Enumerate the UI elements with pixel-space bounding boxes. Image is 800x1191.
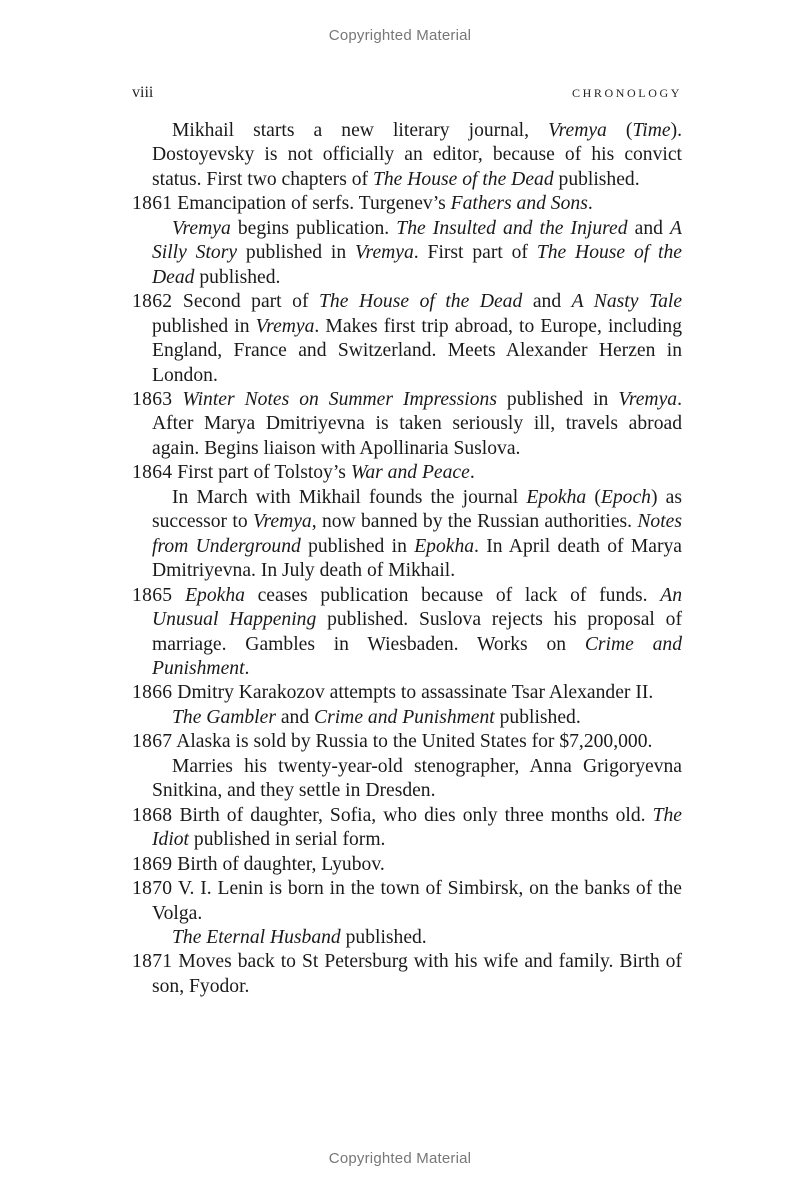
chronology-entry [132,804,682,853]
work-title: A Nasty Tale [571,291,683,313]
entry-text: published in [152,315,256,337]
work-title: Vremya [172,217,231,239]
entry-text [172,389,182,410]
work-title: Vremya [618,388,678,410]
entry-text: ( [606,120,633,141]
work-title: The House of the Dead [319,291,523,313]
work-title: Notes from Underground [152,511,682,557]
entry-text: published in [300,535,415,557]
chronology-entry [132,950,682,999]
work-title: Epokha [185,584,245,606]
entry-text: Emancipation of serfs. Turgenev’s [172,193,451,215]
copyright-watermark-top: Copyrighted Material [328,27,472,44]
work-title: The House of the Dead [152,242,682,288]
entry-text: . [587,193,593,215]
entry-text [172,585,185,606]
copyright-watermark-bottom: Copyrighted Material [328,1150,472,1167]
chronology-entry [132,681,682,705]
entry-year: 1870 [132,878,173,900]
entry-text: Mikhail starts a new literary journal, [172,120,549,141]
entry-text: ). Dostoyevsky is not officially an editor, because of his convict status. First two chapters of [152,120,682,190]
entry-text: and [522,291,572,313]
entry-text: published. [553,168,640,190]
chronology-entry [132,853,682,877]
entry-text: ( [586,486,601,508]
entry-text: published in serial form. [189,829,386,851]
chronology-continuation [132,706,682,730]
chronology-continuation [132,755,682,804]
entry-text: Birth of daughter, Sofia, who dies only three months old. [172,804,653,826]
work-title: An Unusual Happening [152,584,682,631]
entry-year: 1866 [132,682,173,704]
entry-year: 1862 [132,291,173,313]
work-title: War and Peace [350,462,470,484]
entry-text: First part of Tolstoy’s [172,462,351,484]
work-title: The Eternal Husband [172,926,341,948]
entry-text: Alaska is sold by Russia to the United States for $7,200,000. [172,731,653,753]
entry-text: published in [496,388,619,410]
entry-year: 1863 [132,388,173,410]
chronology-entry [132,290,682,388]
chronology-entry [132,192,682,216]
entry-text: . [469,462,475,484]
entry-year: 1868 [132,804,173,826]
work-title: Crime and Punishment [314,706,495,728]
chronology-continuation [132,119,682,192]
work-title: Vremya [355,242,414,264]
entry-text: Moves back to St Petersburg with his wife and family. Birth of son, Fyodor. [152,951,682,997]
entry-text: . In April death of Marya Dmitriyevna. In July death of Mikhail. [152,535,682,582]
chronology-entry [132,388,682,461]
entry-year: 1869 [132,853,173,875]
entry-text: published in [237,242,356,264]
entry-text: Birth of daughter, Lyubov. [172,853,385,875]
work-title: A Silly Story [152,217,682,264]
work-title: Time [632,120,671,141]
entry-text: , now banned by the Russian authorities. [311,511,638,533]
chronology-entry [132,730,682,754]
chronology-continuation [132,217,682,290]
section-title: CHRONOLOGY [572,86,682,100]
work-title: Vremya [255,315,315,337]
work-title: The Insulted and the Injured [396,217,628,239]
entry-text: . First part of [413,242,537,264]
work-title: Winter Notes on Summer Impressions [182,388,497,410]
chronology-continuation [132,926,682,950]
work-title: Epokha [414,535,475,557]
work-title: Crime and Punishment [152,633,682,679]
entry-text: published. [494,706,581,728]
entry-text: published. [340,926,427,948]
running-head [132,84,682,104]
work-title: The House of the Dead [372,168,554,190]
entry-text: Marries his twenty-year-old stenographer, Anna Grigoryevna Snitkina, and they settle in Dresden. [152,755,682,802]
chronology-continuation [132,486,682,584]
entry-text: . Makes first trip abroad, to Europe, including England, France and Switzerland. Meets Alexander Herzen in London. [152,315,683,386]
entry-text: published. [194,266,281,288]
entry-year: 1864 [132,462,173,484]
work-title: The Idiot [152,804,682,851]
work-title: Fathers and Sons [450,193,588,215]
chronology-entry [132,461,682,485]
work-title: Epokha [526,486,587,508]
entry-year: 1865 [132,584,173,606]
chronology-entry [132,584,682,682]
entry-text: Second part of [172,291,320,313]
entry-text: ceases publication because of lack of funds. [244,584,661,606]
entry-text: . After Marya Dmitriyevna is taken seriously ill, travels abroad again. Begins liaison with Apollinaria Suslova. [152,388,682,459]
work-title: Epoch [600,486,651,508]
work-title: Vremya [548,120,607,141]
entry-text: and [275,706,315,728]
chronology-entry [132,877,682,926]
entry-year: 1867 [132,731,173,753]
entry-text: Dmitry Karakozov attempts to assassinate Tsar Alexander II. [172,682,654,704]
chronology-text [132,119,682,999]
entry-text: . [244,657,250,679]
entry-text: V. I. Lenin is born in the town of Simbirsk, on the banks of the Volga. [152,878,682,924]
work-title: The Gambler [172,706,276,728]
work-title: Vremya [252,511,312,533]
page-number: viii [132,84,154,101]
entry-text: ) as successor to [152,486,682,533]
entry-text: published. Suslova rejects his proposal of marriage. Gambles in Wiesbaden. Works on [152,609,682,655]
entry-year: 1871 [132,951,173,973]
entry-text: begins publication. [230,217,397,239]
entry-text: In March with Mikhail founds the journal [172,486,527,508]
entry-year: 1861 [132,193,173,215]
entry-text: and [627,217,671,239]
